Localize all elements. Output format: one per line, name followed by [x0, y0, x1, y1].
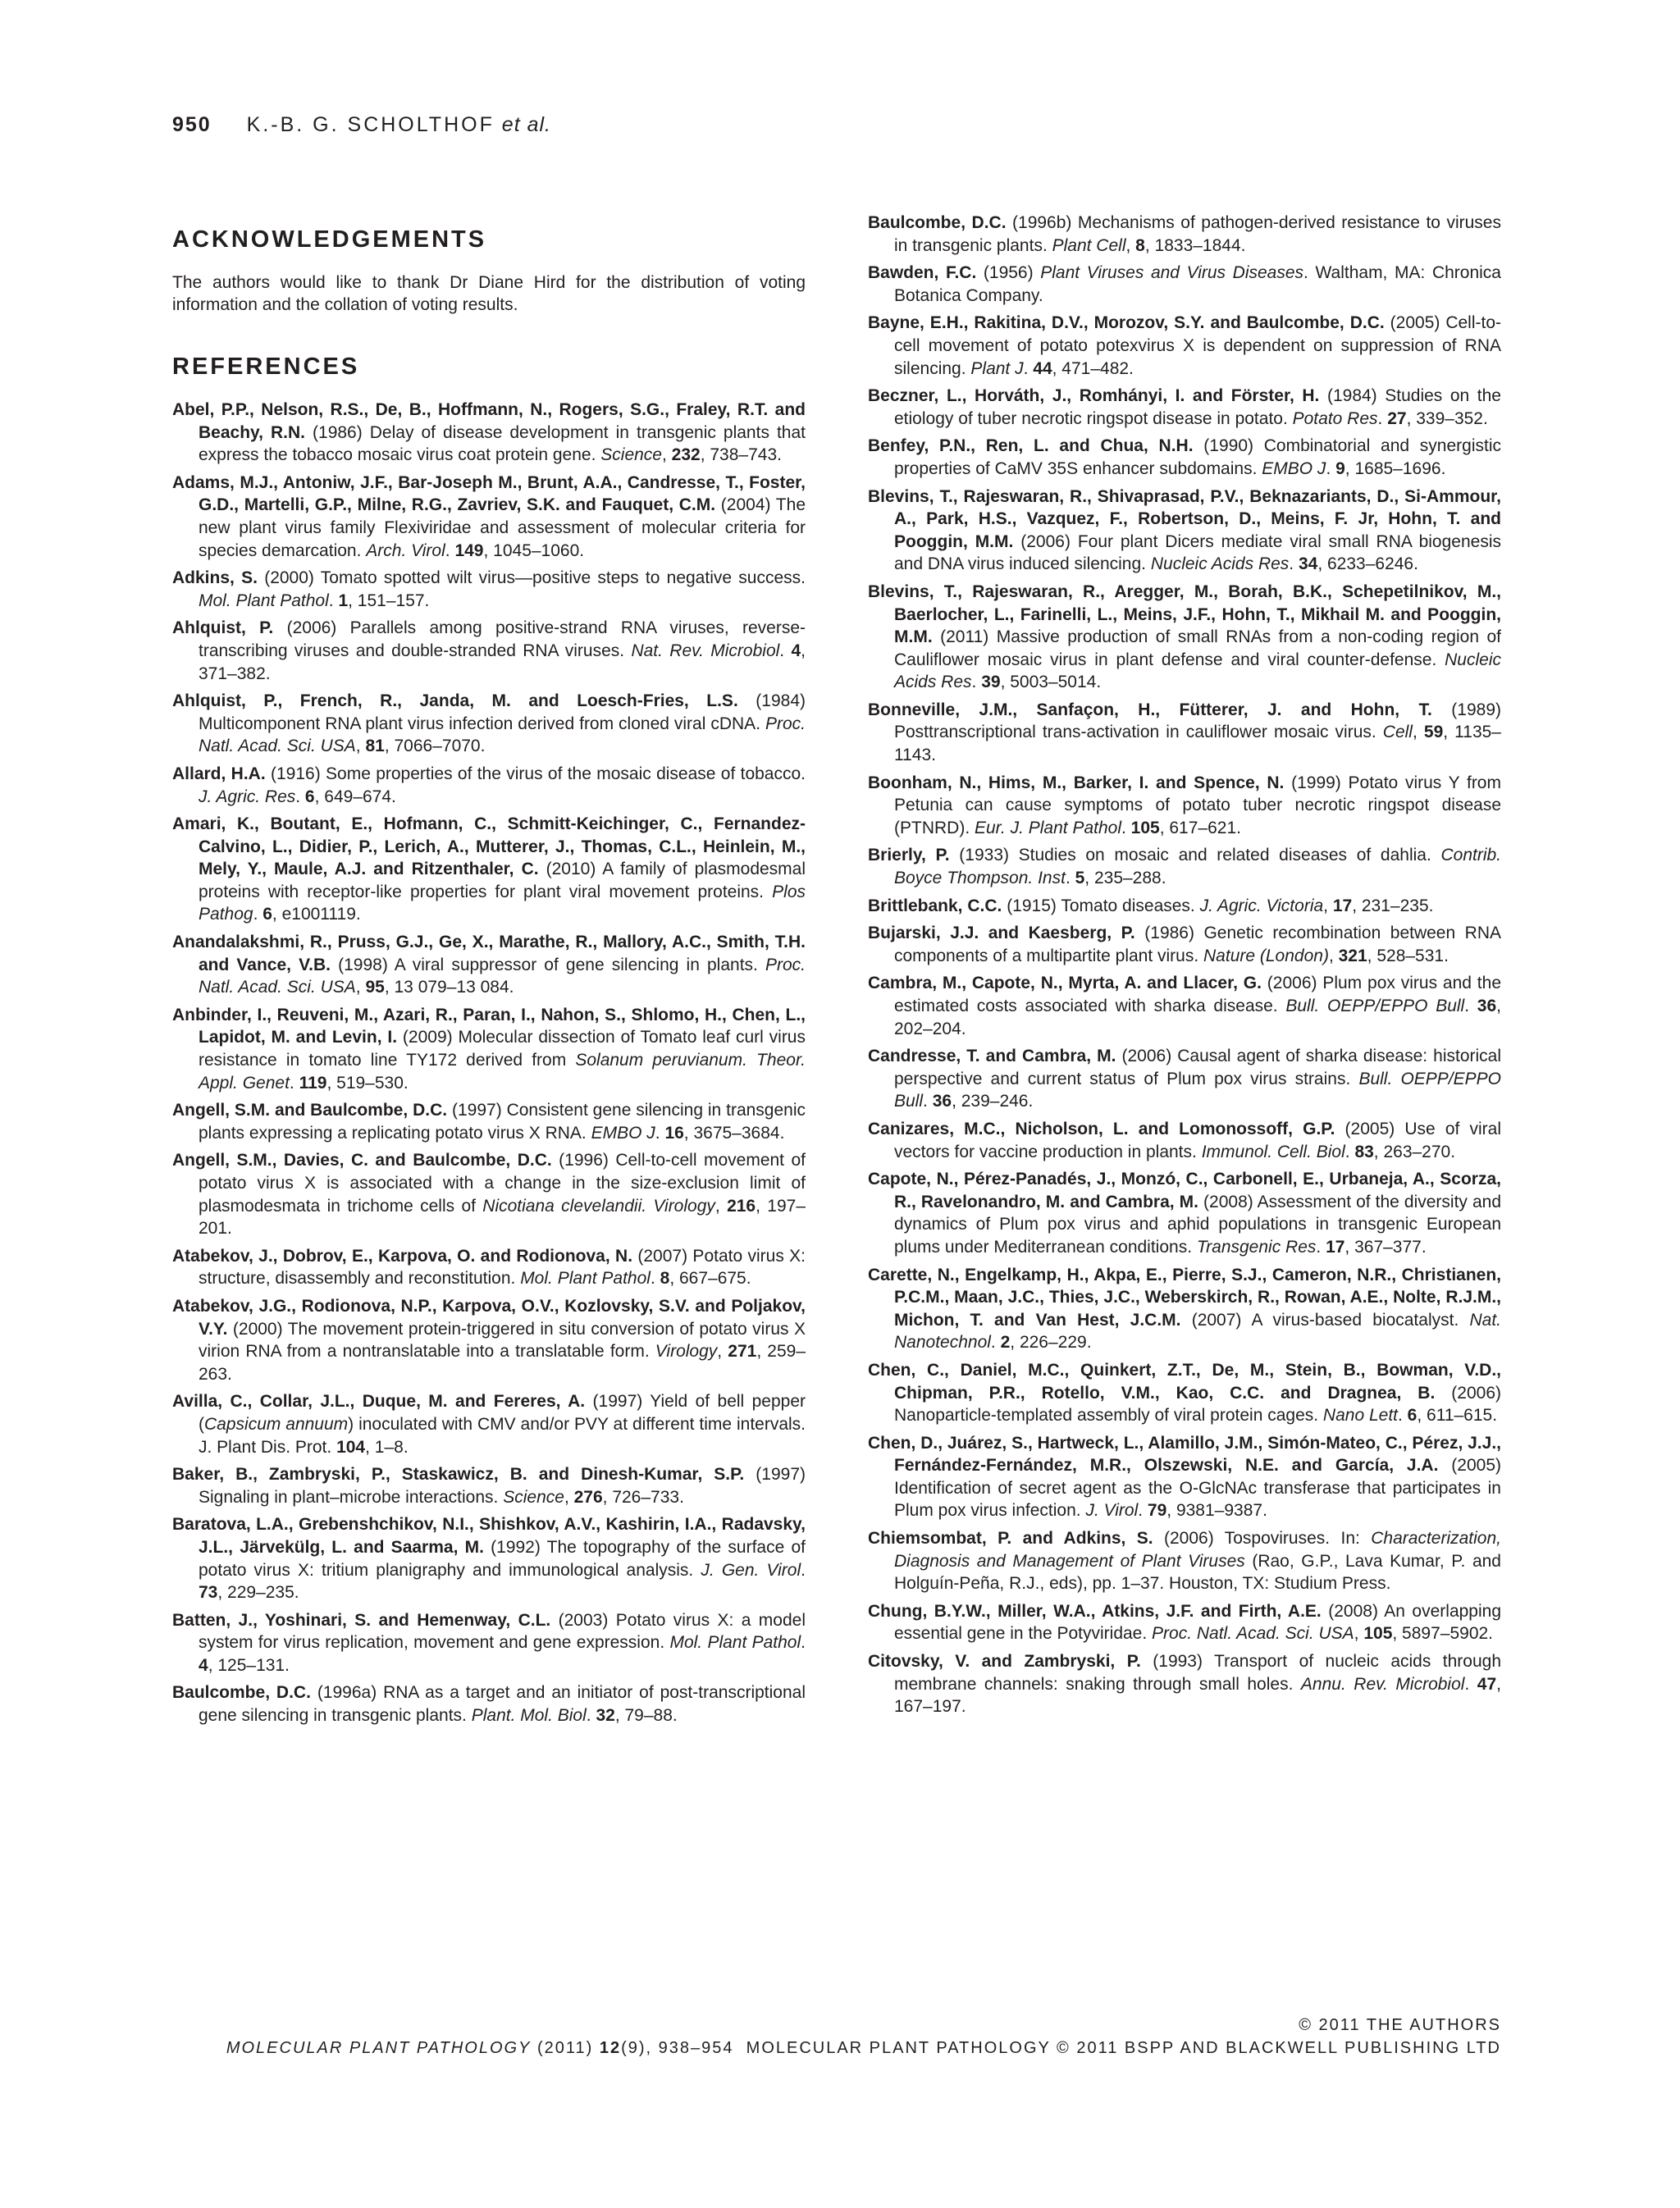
- reference-journal: Potato Res: [1292, 408, 1378, 428]
- reference-pages: , 5003–5014.: [1000, 673, 1102, 692]
- reference-volume: 34: [1298, 554, 1318, 574]
- reference-journal: Bull. OEPP/EPPO Bull: [1285, 997, 1465, 1015]
- reference-volume: 36: [932, 1092, 952, 1111]
- reference-pages: , 617–621.: [1159, 818, 1241, 837]
- reference-sep: ,: [714, 1196, 728, 1216]
- reference-title: (2005) Cell-to-cell movement of potato potexvirus X is dependent on suppression of RNA silencing.: [894, 313, 1501, 378]
- reference-volume: 1: [338, 591, 349, 610]
- reference-pages: , 197–201.: [199, 1196, 806, 1239]
- page-number: 950: [172, 113, 212, 136]
- reference-item: [172, 567, 806, 612]
- reference-sep: .: [779, 641, 792, 660]
- reference-sep: .: [1023, 358, 1034, 378]
- reference-volume: 149: [454, 541, 484, 560]
- reference-item: [868, 972, 1501, 1040]
- reference-item: [868, 435, 1501, 480]
- reference-sep: ,: [1125, 235, 1136, 255]
- reference-volume: 104: [336, 1437, 366, 1457]
- reference-item: [172, 690, 806, 758]
- reference-sep: .: [1344, 1142, 1355, 1161]
- reference-journal: Immunol. Cell. Biol: [1201, 1142, 1345, 1161]
- reference-authors: Ahlquist, P., French, R., Janda, M. and Loesch-Fries, L.S.: [172, 691, 738, 711]
- reference-journal: Virology: [655, 1342, 718, 1362]
- reference-item: [868, 1264, 1501, 1354]
- reference-title: (2000) Tomato spotted wilt virus—positive steps to negative success.: [257, 568, 806, 588]
- reference-authors: Bonneville, J.M., Sanfaçon, H., Fütterer, J. and Hohn, T.: [868, 700, 1432, 719]
- reference-pages: , 239–246.: [952, 1092, 1034, 1111]
- reference-title: (2006) Four plant Dicers mediate viral small RNA biogenesis and DNA virus induced silencing.: [894, 531, 1501, 574]
- reference-sep: .: [801, 1560, 806, 1580]
- reference-title: (1990) Combinatorial and synergistic properties of CaMV 35S enhancer subdomains.: [894, 436, 1501, 478]
- reference-authors: Angell, S.M., Davies, C. and Baulcombe, D.C.: [172, 1151, 552, 1170]
- reference-title: (2008) Assessment of the diversity and dynamics of Plum pox virus and aphid populations in transgenic European plums under Mediterranean conditions.: [894, 1192, 1502, 1257]
- reference-title: (1916) Some properties of the virus of the mosaic disease of tobacco.: [265, 764, 806, 783]
- reference-authors: Citovsky, V. and Zambryski, P.: [868, 1652, 1141, 1672]
- reference-authors: Baratova, L.A., Grebenshchikov, N.I., Shishkov, A.V., Kashirin, I.A., Radavsky, J.L., Järvekülg, L. and Saarma, M.: [172, 1515, 806, 1557]
- reference-pages: , 1–8.: [365, 1437, 409, 1457]
- reference-volume: 271: [728, 1342, 757, 1362]
- reference-pages: , 1135–1143.: [894, 723, 1501, 765]
- reference-item: [172, 617, 806, 685]
- reference-sep: .: [990, 1333, 1001, 1353]
- reference-authors: Beczner, L., Horváth, J., Romhányi, I. and Förster, H.: [868, 386, 1320, 406]
- reference-title: (2005) Use of viral vectors for vaccine production in plants.: [894, 1119, 1501, 1161]
- reference-title: (1997) Yield of bell pepper (: [199, 1392, 806, 1434]
- reference-volume: 119: [299, 1073, 327, 1093]
- reference-pages: , 367–377.: [1344, 1237, 1427, 1257]
- reference-pages: , 6233–6246.: [1317, 554, 1418, 574]
- acknowledgements-heading: ACKNOWLEDGEMENTS: [172, 226, 487, 253]
- reference-sep: .: [1065, 869, 1075, 888]
- reference-authors: Baker, B., Zambryski, P., Staskawicz, B. and Dinesh-Kumar, S.P.: [172, 1465, 745, 1485]
- reference-authors: Baulcombe, D.C.: [868, 213, 1007, 232]
- reference-journal: J. Agric. Res: [199, 787, 296, 806]
- reference-pages: , 79–88.: [614, 1706, 678, 1726]
- reference-authors: Brittlebank, C.C.: [868, 896, 1002, 915]
- footer-publisher: MOLECULAR PLANT PATHOLOGY © 2011 BSPP AND BLACKWELL PUBLISHING LTD: [746, 2039, 1501, 2057]
- reference-item: [868, 895, 1501, 918]
- reference-sep: .: [289, 1073, 299, 1093]
- reference-sep: .: [1289, 554, 1299, 574]
- reference-title: (1933) Studies on mosaic and related diseases of dahlia.: [949, 846, 1441, 865]
- reference-item: [868, 1527, 1501, 1595]
- reference-pages: , 226–229.: [1010, 1333, 1092, 1353]
- reference-journal: Plant Cell: [1052, 235, 1126, 255]
- reference-volume: 32: [596, 1706, 615, 1726]
- reference-volume: 47: [1477, 1674, 1497, 1694]
- reference-authors: Ahlquist, P.: [172, 618, 274, 638]
- reference-authors: Cambra, M., Capote, N., Myrta, A. and Llacer, G.: [868, 974, 1262, 993]
- reference-authors: Chung, B.Y.W., Miller, W.A., Atkins, J.F. and Firth, A.E.: [868, 1601, 1322, 1621]
- reference-sep: ,: [661, 445, 672, 465]
- reference-title: (2004) The new plant virus family Flexiviridae and assessment of molecular criteria for species demarcation.: [199, 495, 806, 560]
- reference-pages: , 231–235.: [1352, 896, 1434, 915]
- reference-journal: Plos Pathog: [199, 882, 806, 924]
- reference-sep: .: [1464, 1674, 1477, 1694]
- reference-authors: Amari, K., Boutant, E., Hofmann, C., Schmitt-Keichinger, C., Fernandez-Calvino, L., Didier, P., Lerich, A., Mutterer, J., Thomas, C.L., Heinlein, M., Mely, Y., Maule, A.J. and Ritzenthaler, C.: [172, 814, 806, 879]
- reference-item: [868, 922, 1501, 967]
- reference-pages: , 7066–7070.: [384, 737, 486, 756]
- reference-item: [172, 1463, 806, 1508]
- reference-sep: .: [971, 673, 982, 692]
- reference-pages: , 9381–9387.: [1166, 1501, 1267, 1521]
- running-head-et-al: et al.: [501, 113, 551, 136]
- reference-journal: Proc. Natl. Acad. Sci. USA: [199, 955, 806, 997]
- reference-journal: Nucleic Acids Res: [894, 650, 1501, 692]
- reference-journal: Plant J: [970, 358, 1024, 378]
- reference-pages: , 202–204.: [894, 997, 1501, 1038]
- reference-sep: .: [445, 541, 455, 560]
- reference-sep: ,: [355, 978, 366, 997]
- reference-journal: Plant. Mol. Biol: [471, 1706, 587, 1726]
- reference-pages: , 726–733.: [602, 1487, 684, 1507]
- reference-sep: ,: [564, 1487, 574, 1507]
- reference-journal: Annu. Rev. Microbiol: [1300, 1674, 1465, 1694]
- reference-sep: .: [1464, 997, 1477, 1015]
- reference-item: [868, 772, 1501, 840]
- reference-item: [868, 486, 1501, 576]
- reference-volume: 81: [365, 737, 385, 756]
- reference-item: [868, 1600, 1501, 1645]
- reference-pages: , 3675–3684.: [683, 1123, 785, 1143]
- reference-pages: , 649–674.: [314, 787, 396, 806]
- reference-authors: Bujarski, J.J. and Kaesberg, P.: [868, 924, 1135, 943]
- reference-pages: , 259–263.: [199, 1342, 806, 1384]
- reference-journal: Solanum peruvianum. Theor. Appl. Genet: [199, 1051, 806, 1093]
- reference-journal: Nicotiana clevelandii. Virology: [482, 1196, 715, 1216]
- reference-volume: 321: [1338, 946, 1367, 965]
- reference-journal: Proc. Natl. Acad. Sci. USA: [1152, 1624, 1354, 1644]
- reference-item: [868, 1359, 1501, 1427]
- reference-title: (1996b) Mechanisms of pathogen-derived resistance to viruses in transgenic plants.: [894, 213, 1501, 255]
- reference-journal: EMBO J: [1262, 458, 1326, 478]
- reference-item: [868, 699, 1501, 767]
- reference-title: (2008) An overlapping essential gene in the Potyviridae.: [894, 1601, 1502, 1644]
- reference-authors: Atabekov, J.G., Rodionova, N.P., Karpova, O.V., Kozlovsky, S.V. and Poljakov, V.Y.: [172, 1296, 806, 1339]
- reference-item: [868, 844, 1501, 889]
- reference-volume: 17: [1326, 1237, 1345, 1257]
- reference-pages: , 1833–1844.: [1144, 235, 1246, 255]
- reference-journal: Nat. Nanotechnol: [894, 1310, 1501, 1353]
- reference-authors: Chen, C., Daniel, M.C., Quinkert, Z.T., De, M., Stein, B., Bowman, V.D., Chipman, P.R., Rotello, V.M., Kao, C.C. and Dragnea, B.: [868, 1360, 1501, 1403]
- reference-pages: , 151–157.: [348, 591, 430, 610]
- reference-pages: , 471–482.: [1052, 358, 1134, 378]
- reference-journal: Arch. Virol: [366, 541, 445, 560]
- footer-journal: MOLECULAR PLANT PATHOLOGY: [226, 2039, 532, 2057]
- reference-authors: Anbinder, I., Reuveni, M., Azari, R., Paran, I., Nahon, S., Shlomo, H., Chen, L., Lapidot, M. and Levin, I.: [172, 1005, 806, 1047]
- reference-journal: Characterization, Diagnosis and Management of Plant Viruses: [894, 1529, 1501, 1571]
- reference-authors: Blevins, T., Rajeswaran, R., Aregger, M., Borah, B.K., Schepetilnikov, M., Baerlocher, L., Farinelli, L., Meins, J.F., Hohn, T., Mikhail M. and Pooggin, M.M.: [868, 582, 1501, 647]
- reference-title: (1984) Multicomponent RNA plant virus infection derived from cloned viral cDNA.: [199, 691, 806, 733]
- reference-sep: .: [586, 1706, 596, 1726]
- reference-title: (2006) Nanoparticle-templated assembly of viral protein cages.: [894, 1383, 1502, 1426]
- reference-journal: Capsicum annuum: [204, 1414, 349, 1434]
- reference-authors: Allard, H.A.: [172, 764, 266, 783]
- reference-list-left: [172, 399, 806, 1727]
- reference-volume: 79: [1147, 1501, 1167, 1521]
- reference-journal: Cell: [1382, 723, 1413, 742]
- reference-title: (1986) Genetic recombination between RNA components of a multipartite plant virus.: [894, 924, 1501, 965]
- reference-title: (2006) Causal agent of sharka disease: historical perspective and current status of Plum pox virus strains.: [894, 1047, 1501, 1088]
- reference-title: (2006) Parallels among positive-strand RNA viruses, reverse-transcribing viruses and double-stranded RNA viruses.: [199, 618, 806, 660]
- reference-journal: J. Agric. Victoria: [1199, 896, 1324, 915]
- reference-sep: .: [801, 1633, 806, 1653]
- reference-journal: Plant Viruses and Virus Diseases: [1040, 263, 1304, 283]
- reference-authors: Brierly, P.: [868, 846, 950, 865]
- reference-item: [868, 1045, 1501, 1113]
- reference-title: (2011) Massive production of small RNAs from a non-coding region of Cauliflower mosaic virus in plant defense and viral counter-defense.: [894, 627, 1501, 669]
- footer-volume: 12: [599, 2039, 622, 2057]
- reference-authors: Chiemsombat, P. and Adkins, S.: [868, 1529, 1153, 1549]
- reference-title: (2006) Tospoviruses. In:: [1153, 1529, 1372, 1549]
- reference-title: (2003) Potato virus X: a model system for virus replication, movement and gene expression.: [199, 1610, 806, 1653]
- reference-journal: Proc. Natl. Acad. Sci. USA: [199, 714, 806, 756]
- left-column: [172, 212, 806, 1732]
- reference-pages: , 528–531.: [1367, 946, 1449, 965]
- reference-volume: 59: [1423, 723, 1444, 742]
- reference-sep: ,: [1328, 946, 1339, 965]
- reference-item: [172, 813, 806, 926]
- reference-item: [172, 1149, 806, 1239]
- reference-volume: 4: [199, 1655, 208, 1675]
- reference-item: [868, 312, 1501, 380]
- reference-volume: 4: [791, 641, 801, 660]
- footer-citation: [226, 2039, 1501, 2058]
- reference-item: [172, 1609, 806, 1677]
- reference-journal: J. Virol: [1085, 1501, 1139, 1521]
- reference-title: (1999) Potato virus Y from Petunia can cause symptoms of potato tuber necrotic ringspot disease (PTNRD).: [894, 773, 1501, 837]
- reference-item: [868, 581, 1501, 694]
- reference-journal: Transgenic Res: [1196, 1237, 1317, 1257]
- reference-pages: , 519–530.: [326, 1073, 409, 1093]
- running-head: [172, 113, 551, 137]
- reference-volume: 36: [1477, 997, 1497, 1015]
- reference-item: [172, 1295, 806, 1385]
- reference-pages: , 1685–1696.: [1344, 458, 1446, 478]
- reference-item: [868, 1650, 1501, 1718]
- reference-sep: .: [1121, 818, 1131, 837]
- reference-item: [172, 1004, 806, 1094]
- reference-authors: Capote, N., Pérez-Panadés, J., Monzó, C., Carbonell, E., Urbaneja, A., Scorza, R., Ravelonandro, M. and Cambra, M.: [868, 1170, 1501, 1211]
- reference-sep: ,: [717, 1342, 728, 1362]
- reference-volume: 105: [1130, 818, 1160, 837]
- reference-journal: Contrib. Boyce Thompson. Inst: [894, 846, 1501, 888]
- reference-sep: .: [655, 1123, 665, 1143]
- reference-title: (1984) Studies on the etiology of tuber necrotic ringspot disease in potato.: [894, 386, 1501, 428]
- reference-journal: Nucleic Acids Res: [1150, 554, 1290, 574]
- reference-sep: ,: [1412, 723, 1424, 742]
- reference-title: (1915) Tomato diseases.: [1002, 896, 1200, 915]
- reference-item: [172, 1245, 806, 1290]
- reference-item: [868, 212, 1501, 257]
- reference-title: (2010) A family of plasmodesmal proteins with receptor-like properties for plant viral movement proteins.: [199, 860, 806, 901]
- reference-pages: , 1045–1060.: [483, 541, 585, 560]
- reference-journal: Nat. Rev. Microbiol: [631, 641, 780, 660]
- reference-title: (2009) Molecular dissection of Tomato leaf curl virus resistance in tomato line TY172 derived from: [199, 1028, 806, 1070]
- reference-sep: .: [1326, 458, 1336, 478]
- reference-sep: .: [1316, 1237, 1326, 1257]
- reference-pages: , 738–743.: [700, 445, 782, 465]
- reference-volume: 39: [981, 673, 1001, 692]
- reference-journal: Mol. Plant Pathol: [520, 1269, 651, 1289]
- reference-authors: Boonham, N., Hims, M., Barker, I. and Spence, N.: [868, 773, 1285, 792]
- reference-volume: 8: [660, 1269, 670, 1289]
- reference-pages: , 667–675.: [669, 1269, 751, 1289]
- reference-authors: Anandalakshmi, R., Pruss, G.J., Ge, X., Marathe, R., Mallory, A.C., Smith, T.H. and Vance, V.B.: [172, 933, 806, 974]
- reference-pages: , 229–235.: [217, 1583, 299, 1603]
- reference-pages: , 167–197.: [894, 1674, 1501, 1717]
- reference-title: (2000) The movement protein-triggered in situ conversion of potato virus X virion RNA from a nontranslatable into a translatable form.: [199, 1319, 806, 1362]
- reference-title: (1992) The topography of the surface of potato virus X: tritium planigraphy and immunological analysis.: [199, 1537, 806, 1580]
- reference-pages: , 611–615.: [1417, 1406, 1498, 1426]
- reference-title: (1996a) RNA as a target and an initiator of post-transcriptional gene silencing in transgenic plants.: [199, 1683, 806, 1726]
- reference-title: (1989) Posttranscriptional trans-activation in cauliflower mosaic virus.: [894, 700, 1501, 742]
- reference-item: [172, 472, 806, 562]
- reference-volume: 105: [1363, 1624, 1393, 1644]
- reference-volume: 6: [304, 787, 315, 806]
- reference-sep: .: [650, 1269, 660, 1289]
- reference-journal: Science: [503, 1487, 564, 1507]
- reference-authors: Carette, N., Engelkamp, H., Akpa, E., Pierre, S.J., Cameron, N.R., Christianen, P.C.M., Maan, J.C., Thies, J.C., Weberskirch, R., Rowan, A.E., Nolte, R.J.M., Michon, T. and Van Hest, J.C.M.: [868, 1265, 1501, 1330]
- reference-item: [868, 385, 1501, 430]
- reference-pages: , 263–270.: [1373, 1142, 1456, 1161]
- reference-journal: EMBO J: [591, 1123, 655, 1143]
- reference-item: [172, 763, 806, 808]
- reference-title: (2007) A virus-based biocatalyst.: [1180, 1310, 1470, 1330]
- reference-sep: .: [1377, 408, 1388, 428]
- reference-volume: 16: [664, 1123, 684, 1143]
- reference-authors: Adams, M.J., Antoniw, J.F., Bar-Joseph M., Brunt, A.A., Candresse, T., Foster, G.D., Martelli, G.P., Milne, R.G., Zavriev, S.K. and Fauquet, C.M.: [172, 472, 806, 515]
- reference-item: [868, 1432, 1501, 1522]
- reference-pages: , 125–131.: [208, 1655, 290, 1675]
- reference-item: [172, 931, 806, 999]
- reference-authors: Bayne, E.H., Rakitina, D.V., Morozov, S.Y. and Baulcombe, D.C.: [868, 313, 1385, 333]
- reference-authors: Abel, P.P., Nelson, R.S., De, B., Hoffmann, N., Rogers, S.G., Fraley, R.T. and Beachy, R.N.: [172, 400, 806, 442]
- reference-pages: , 13 079–13 084.: [384, 978, 514, 997]
- reference-volume: 17: [1332, 896, 1353, 915]
- reference-journal: Nature (London): [1203, 946, 1329, 965]
- reference-volume: 2: [1000, 1333, 1011, 1353]
- reference-title: (2006) Plum pox virus and the estimated costs associated with sharka disease.: [894, 974, 1501, 1015]
- reference-list-right: [868, 212, 1501, 1718]
- reference-journal: Nano Lett: [1322, 1406, 1398, 1426]
- reference-authors: Atabekov, J., Dobrov, E., Karpova, O. and Rodionova, N.: [172, 1246, 633, 1266]
- reference-pages: , 5897–5902.: [1392, 1624, 1494, 1644]
- reference-title: (1986) Delay of disease development in transgenic plants that express the tobacco mosaic virus coat protein gene.: [199, 422, 806, 465]
- reference-title: (1998) A viral suppressor of gene silencing in plants.: [331, 955, 765, 974]
- reference-sep: .: [923, 1092, 933, 1111]
- reference-volume: 232: [671, 445, 701, 465]
- reference-item: [868, 1118, 1501, 1163]
- reference-journal: Science: [600, 445, 662, 465]
- references-heading: REFERENCES: [172, 354, 360, 380]
- reference-pages: , 235–288.: [1084, 869, 1166, 888]
- reference-title: (2005) Identification of secret agent as the O-GlcNAc transferase that participates in Plum pox virus infection.: [894, 1456, 1501, 1521]
- reference-volume: 276: [573, 1487, 603, 1507]
- reference-item: [172, 399, 806, 467]
- reference-authors: Benfey, P.N., Ren, L. and Chua, N.H.: [868, 436, 1194, 456]
- reference-volume: 27: [1387, 408, 1407, 428]
- reference-title: (1993) Transport of nucleic acids through membrane channels: snaking through small holes.: [894, 1652, 1502, 1694]
- reference-volume: 6: [262, 905, 272, 924]
- reference-volume: 6: [1407, 1406, 1418, 1426]
- reference-title: (1956): [976, 263, 1041, 283]
- running-head-authors: K.-B. G. SCHOLTHOF: [246, 113, 495, 136]
- reference-sep: . Waltham, MA: Chronica Botanica Company.: [894, 263, 1501, 305]
- reference-journal: Eur. J. Plant Pathol: [975, 818, 1121, 837]
- reference-volume: 9: [1335, 458, 1345, 478]
- reference-authors: Adkins, S.: [172, 568, 258, 588]
- reference-authors: Canizares, M.C., Nicholson, L. and Lomonossoff, G.P.: [868, 1119, 1335, 1138]
- reference-volume: 8: [1135, 235, 1145, 255]
- reference-pages: , 371–382.: [199, 641, 806, 683]
- footer-issue-pages: (9), 938–954: [621, 2039, 734, 2057]
- reference-item: [172, 1390, 806, 1458]
- reference-authors: Bawden, F.C.: [868, 263, 977, 283]
- reference-title: (1996) Cell-to-cell movement of potato virus X is associated with a change in the size-exclusion limit of plasmodesmata in trichome cells of: [199, 1151, 806, 1216]
- reference-authors: Blevins, T., Rajeswaran, R., Shivaprasad, P.V., Beknazariants, D., Si-Ammour, A., Park, H.S., Vazquez, F., Robertson, D., Meins, F. Jr, Hohn, T. and Pooggin, M.M.: [868, 486, 1501, 551]
- reference-sep: .: [295, 787, 305, 806]
- reference-sep: .: [1398, 1406, 1408, 1426]
- reference-sep: ,: [1354, 1624, 1364, 1644]
- reference-title: (1997) Consistent gene silencing in transgenic plants expressing a replicating potato virus X RNA.: [199, 1101, 806, 1143]
- reference-authors: Candresse, T. and Cambra, M.: [868, 1047, 1116, 1066]
- reference-item: [868, 1168, 1501, 1258]
- reference-authors: Avilla, C., Collar, J.L., Duque, M. and Fereres, A.: [172, 1392, 586, 1412]
- footer-copyright: © 2011 THE AUTHORS: [1299, 2016, 1501, 2034]
- reference-sep: ,: [1323, 896, 1333, 915]
- reference-item: [868, 262, 1501, 307]
- reference-item: [172, 1681, 806, 1727]
- reference-sep: ) inoculated with CMV and/or PVY at different time intervals. J. Plant Dis. Prot.: [199, 1414, 806, 1457]
- reference-item: [172, 1099, 806, 1144]
- right-column: [868, 212, 1501, 1723]
- reference-authors: Baulcombe, D.C.: [172, 1683, 311, 1703]
- reference-sep: .: [328, 591, 339, 610]
- reference-authors: Batten, J., Yoshinari, S. and Hemenway, C.L.: [172, 1610, 551, 1630]
- reference-journal: J. Gen. Virol: [701, 1560, 801, 1580]
- reference-volume: 5: [1075, 869, 1085, 888]
- reference-sep: (Rao, G.P., Lava Kumar, P. and Holguín-Peña, R.J., eds), pp. 1–37. Houston, TX: Studium Press.: [894, 1551, 1501, 1594]
- reference-title: (2007) Potato virus X: structure, disassembly and reconstitution.: [199, 1246, 806, 1289]
- reference-pages: , 339–352.: [1406, 408, 1488, 428]
- reference-journal: Mol. Plant Pathol: [669, 1633, 801, 1653]
- reference-authors: Angell, S.M. and Baulcombe, D.C.: [172, 1101, 448, 1120]
- reference-volume: 216: [727, 1196, 756, 1216]
- reference-journal: Mol. Plant Pathol: [199, 591, 329, 610]
- reference-pages: , e1001119.: [272, 905, 361, 924]
- reference-volume: 83: [1354, 1142, 1374, 1161]
- reference-volume: 73: [199, 1583, 218, 1603]
- reference-journal: Bull. OEPP/EPPO Bull: [894, 1069, 1501, 1111]
- reference-sep: ,: [355, 737, 366, 756]
- reference-sep: .: [253, 905, 263, 924]
- acknowledgements-text: The authors would like to thank Dr Diane Hird for the distribution of voting information and the collation of voting results.: [172, 273, 806, 314]
- footer-year: (2011): [536, 2039, 594, 2057]
- reference-title: (1997) Signaling in plant–microbe interactions.: [199, 1465, 806, 1507]
- reference-item: [172, 1513, 806, 1604]
- reference-authors: Chen, D., Juárez, S., Hartweck, L., Alamillo, J.M., Simón-Mateo, C., Pérez, J.J., Fernández-Fernández, M.R., Olszewski, N.E. and García, J.A.: [868, 1433, 1501, 1476]
- reference-volume: 95: [365, 978, 385, 997]
- reference-sep: .: [1138, 1501, 1148, 1521]
- reference-volume: 44: [1033, 358, 1052, 378]
